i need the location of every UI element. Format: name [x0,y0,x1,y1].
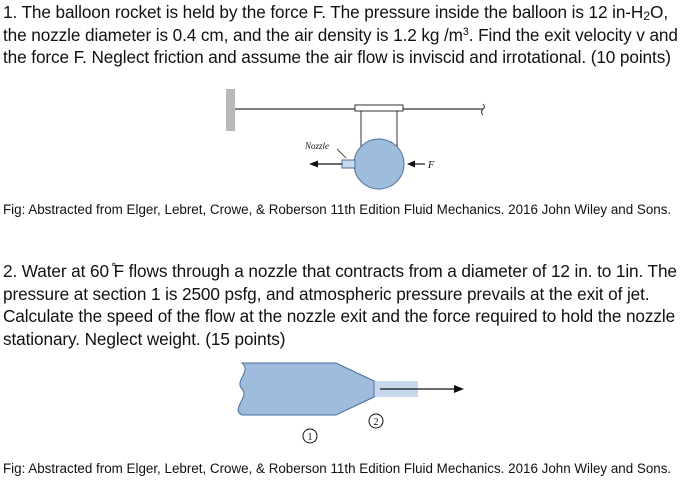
figure-1-caption: Fig: Abstracted from Elger, Lebret, Crowe, & Roberson 11th Edition Fluid Mechanics. 2016 John Wiley and Sons. [3,202,672,217]
force-label: F [428,160,435,171]
hanger-bar [355,105,403,111]
jet-arrowhead [454,385,464,393]
jet-arrowhead [309,161,318,168]
balloon-rocket-figure [215,85,500,191]
problem-1-text: 1. The balloon rocket is held by the force F. The pressure inside the balloon is 12 $in-H_2O$, the nozzle diameter is 0.4 cm, and the air density is 1.2 kg $/m^3$. Find the exit velocity v and the force F. Neglect friction and assume the air flow is inviscid and irrotational. (10 points) [3,2,678,67]
nozzle-leader [337,149,346,158]
nozzle-figure [230,357,470,449]
section-2-label: 2 [373,417,379,428]
nozzle-label: Nozzle [305,141,330,151]
rod-break-symbol [482,104,485,115]
force-arrowhead [407,161,415,168]
superscript-3: 3 [462,25,469,38]
section-1-label: 1 [307,432,313,443]
wall-support [226,89,235,131]
balloon [354,139,404,189]
figure-2-caption: Fig: Abstracted from Elger, Lebret, Crowe, & Roberson 11th Edition Fluid Mechanics. 2016 John Wiley and Sons. [3,461,672,476]
nozzle-body [238,363,374,415]
problem-2-text: 2. Water at 60 ̊F flows through a nozzle that contracts from a diameter of 12 in. to 1in. The pressure at section 1 is 2500 psfg, and atmospheric pressure prevails at the exit of jet. Calculate the speed of the flow at the nozzle exit and the force required to hold the nozzle stationary. Neglect weight. (15 points) [3,261,677,349]
nozzle [342,160,355,168]
subscript-2: 2 [643,9,651,24]
